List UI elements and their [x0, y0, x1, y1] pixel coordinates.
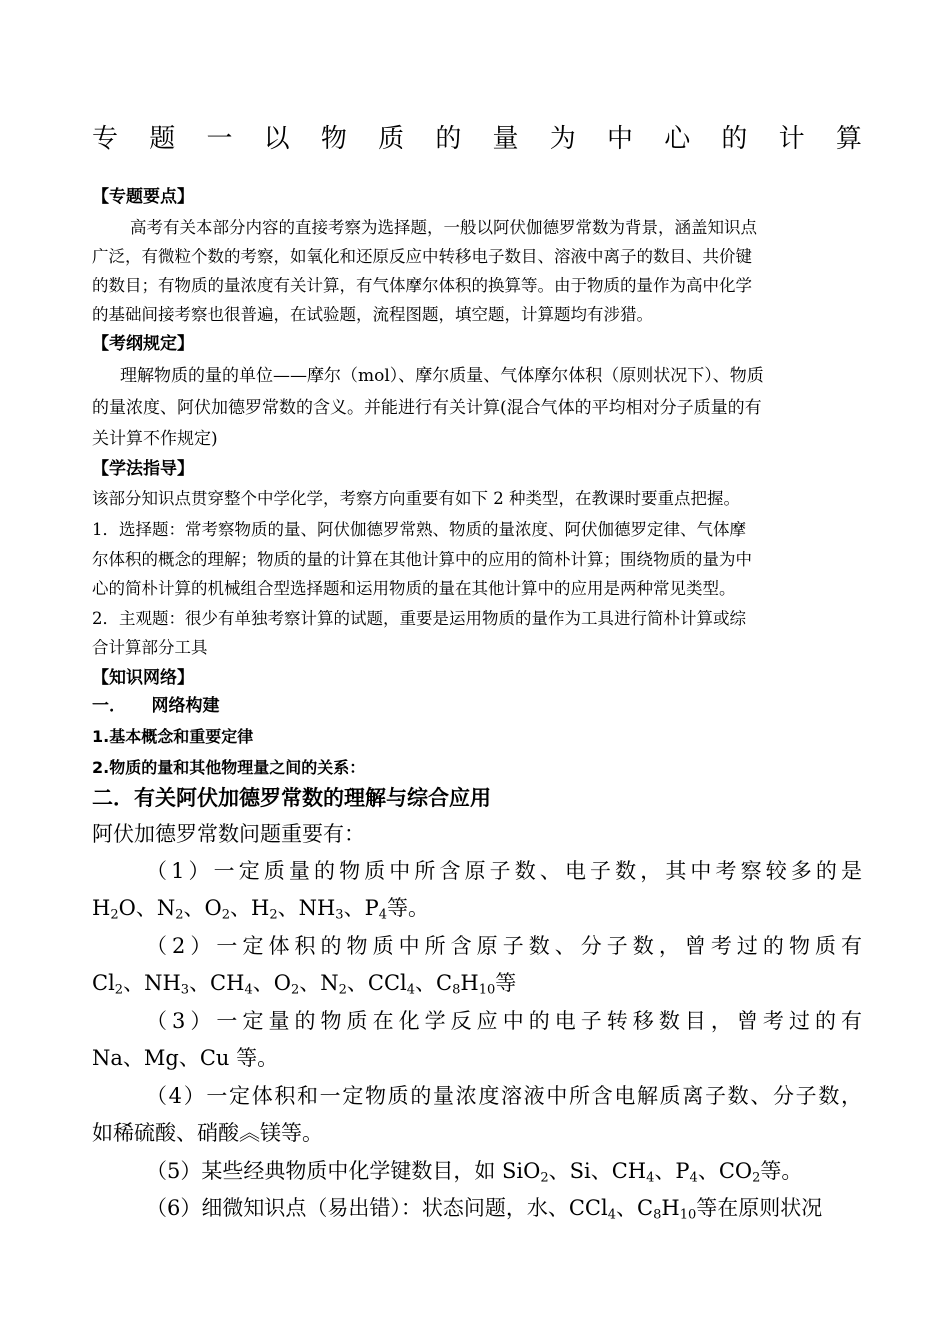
title-char: 为: [549, 124, 576, 154]
subscript: 10: [679, 1207, 697, 1223]
formula-text: 、C: [616, 1196, 654, 1220]
title-char: 以: [263, 124, 290, 154]
title-char: 题: [149, 124, 176, 154]
paragraph-line: 高考有关本部分内容的直接考察为选择题，一般以阿伏伽德罗常数为背景，涵盖知识点: [130, 218, 757, 237]
formula-text: 等。: [760, 1159, 803, 1183]
paragraph-line: 心的简朴计算的机械组合型选择题和运用物质的量在其他计算中的应用是两种常见类型。: [92, 579, 736, 598]
subscript: 2: [269, 907, 278, 923]
paragraph-line: 的数目；有物质的量浓度有关计算，有气体摩尔体积的换算等。由于物质的量作为高中化学: [92, 276, 752, 295]
subscript: 4: [244, 982, 253, 998]
subscript: 4: [406, 982, 416, 998]
subscript: 2: [221, 907, 230, 923]
subscript: 4: [689, 1170, 698, 1186]
subscript: 2: [540, 1170, 549, 1186]
subscript: 2: [338, 982, 347, 998]
formula-text: O、N: [118, 896, 176, 920]
subscript: 2: [290, 982, 300, 998]
subscript: 8: [653, 1207, 662, 1223]
paragraph-line: 的量浓度、阿伏加德罗常数的含义。并能进行有关计算(混合气体的平均相对分子质量的有: [92, 398, 762, 418]
section-heading-avogadro: 二．有关阿伏加德罗常数的理解与综合应用: [92, 786, 491, 810]
item-3-examples: Na、Mg、Cu 等。: [92, 1046, 279, 1070]
subscript: 10: [478, 982, 496, 998]
paragraph-line: 尔体积的概念的理解；物质的量的计算在其他计算中的应用的简朴计算；围绕物质的量为中: [92, 550, 752, 569]
formula-text: 、N: [299, 971, 339, 995]
formula-text: 、CCl: [346, 971, 407, 995]
paragraph-line: 关计算不作规定): [92, 429, 218, 449]
subscript: 2: [114, 982, 124, 998]
paragraph-line: 的基础间接考察也很普遍，在试验题，流程图题，填空题，计算题均有涉猎。: [92, 305, 653, 324]
formula-text: 、Si、CH: [548, 1159, 647, 1183]
subscript: 2: [175, 907, 184, 923]
formula-text: 、C: [415, 971, 453, 995]
item-1-formulas: [92, 889, 862, 927]
subscript: 4: [646, 1170, 655, 1186]
formula-text: （5）某些经典物质中化学键数目，如 SiO: [146, 1159, 541, 1183]
paragraph-line: 1．选择题：常考察物质的量、阿伏伽德罗常熟、物质的量浓度、阿伏伽德罗定律、气体摩: [92, 520, 746, 539]
formula-text: 等。: [387, 896, 429, 920]
title-char: 量: [492, 124, 519, 154]
item-4-examples: 如稀硫酸、硝酸︽镁等。: [92, 1121, 323, 1145]
item-5-line: [146, 1152, 862, 1190]
formula-text: 、O: [252, 971, 291, 995]
item-3-line: （3）一定量的物质在化学反应中的电子转移数目，曾考过的有: [146, 1009, 862, 1033]
formula-text: 等: [495, 971, 517, 995]
formula-text: 、NH: [277, 896, 336, 920]
title-char: 一: [206, 124, 233, 154]
title-char: 计: [778, 124, 805, 154]
formula-text: 、H: [229, 896, 270, 920]
formula-text: 、NH: [123, 971, 181, 995]
heading-study-guide: 【学法指导】: [92, 459, 194, 479]
title-char: 的: [721, 124, 748, 154]
subscript: 4: [378, 907, 387, 923]
title-char: 的: [435, 124, 462, 154]
item-2-line: （2）一定体积的物质中所含原子数、分子数，曾考过的物质有: [146, 934, 862, 958]
paragraph-line: 理解物质的量的单位——摩尔（mol）、摩尔质量、气体摩尔体积（原则状况下）、物质: [120, 366, 764, 386]
subscript: 4: [607, 1207, 616, 1223]
formula-text: H: [661, 1196, 680, 1220]
title-char: 算: [835, 124, 862, 154]
title-char: 专: [92, 124, 119, 154]
item-4-line: （4）一定体积和一定物质的量浓度溶液中所含电解质离子数、分子数，: [146, 1084, 862, 1108]
page-title: [92, 118, 862, 155]
subheading-relations: 2.物质的量和其他物理量之间的关系：: [92, 758, 366, 777]
formula-text: 、CH: [189, 971, 245, 995]
subscript: 2: [752, 1170, 761, 1186]
title-char: 质: [378, 124, 405, 154]
paragraph-line: 合计算部分工具: [92, 638, 208, 657]
heading-knowledge-network: 【知识网络】: [92, 668, 194, 688]
heading-key-points: 【专题要点】: [92, 187, 194, 207]
intro-line: 阿伏加德罗常数问题重要有：: [92, 822, 365, 846]
subheading-network-build: 一． 网络构建: [92, 696, 220, 716]
heading-syllabus: 【考纲规定】: [92, 334, 194, 354]
paragraph-line: 2．主观题：很少有单独考察计算的试题，重要是运用物质的量作为工具进行简朴计算或综: [92, 609, 746, 628]
subscript: 8: [452, 982, 461, 998]
item-6-line: [146, 1189, 862, 1227]
paragraph-line: 该部分知识点贯穿整个中学化学，考察方向重要有如下 2 种类型，在教课时要重点把握。: [92, 489, 740, 508]
formula-text: 、CO: [697, 1159, 753, 1183]
subscript: 3: [335, 907, 344, 923]
item-2-formulas: [92, 964, 862, 1002]
formula-text: 、P: [654, 1159, 690, 1183]
formula-text: 等在原则状况: [696, 1196, 823, 1220]
formula-text: H: [92, 896, 111, 920]
formula-text: （6）细微知识点（易出错）：状态问题，水、CCl: [146, 1196, 608, 1220]
formula-text: Cl: [92, 971, 115, 995]
paragraph-line: 广泛，有微粒个数的考察，如氧化和还原反应中转移电子数目、溶液中离子的数目、共价键: [92, 247, 752, 266]
subheading-basic-concepts: 1.基本概念和重要定律: [92, 727, 254, 746]
title-char: 心: [664, 124, 691, 154]
formula-text: H: [460, 971, 479, 995]
title-char: 中: [606, 124, 633, 154]
formula-text: 、O: [183, 896, 222, 920]
item-1-line: （1）一定质量的物质中所含原子数、电子数，其中考察较多的是: [146, 859, 862, 883]
formula-text: 、P: [343, 896, 379, 920]
subscript: 2: [110, 907, 119, 923]
title-char: 物: [320, 124, 347, 154]
subscript: 3: [180, 982, 190, 998]
